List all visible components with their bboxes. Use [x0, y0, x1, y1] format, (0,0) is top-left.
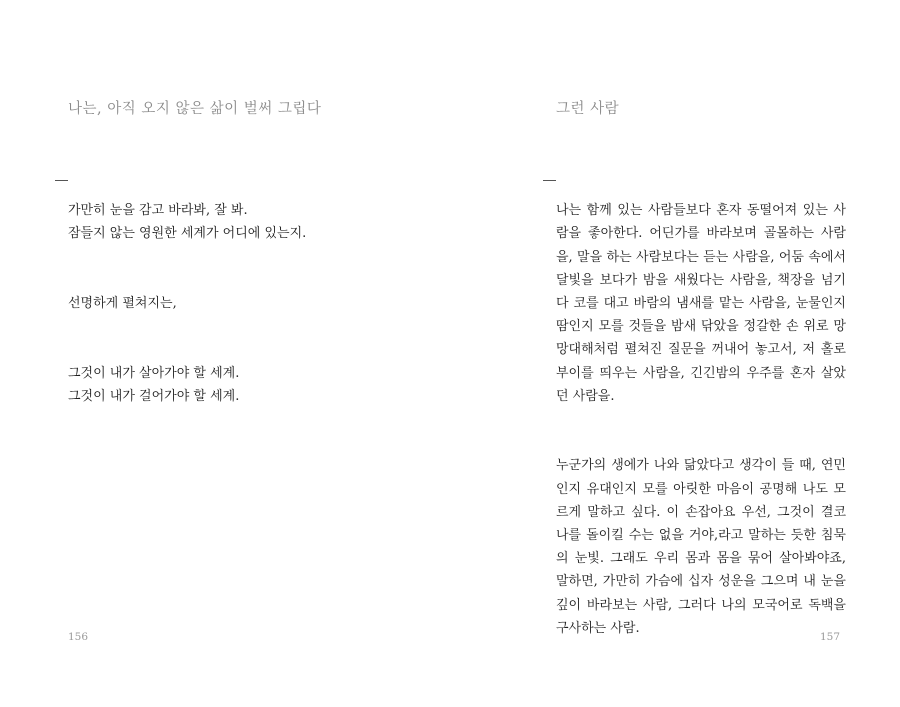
- right-page-number: 157: [819, 631, 840, 643]
- right-paragraph-mark: [543, 180, 556, 181]
- left-page-title: 나는, 아직 오지 않은 삶이 벌써 그립다: [68, 101, 322, 117]
- left-page-body: [68, 176, 398, 454]
- right-paragraph-1: 나는 함께 있는 사람들보다 혼자 동떨어져 있는 사람을 좋아한다. 어딘가를 바라보며 골몰하는 사람을, 말을 하는 사람보다는 듣는 사람을, 어둠 속에서 달빛을 보다가 밤을 새웠다는 사람을, 책장을 넘기다 코를 대고 바람의 냄새를 맡는 사람을, 눈물인지 땀인지 모를 것들을 밤새 닦았을 정갈한 손 위로 망망대해처럼 펼쳐진 질문을 꺼내어 놓고서, 저 홀로 부이를 띄우는 사람을, 긴긴밤의 우주를 혼자 살았던 사람을.: [556, 203, 846, 404]
- left-paragraph-1: 가만히 눈을 감고 바라봐, 잘 봐. 잠들지 않는 영원한 세계가 어디에 있는지.: [68, 203, 307, 242]
- right-page: [450, 0, 900, 707]
- right-page-body: [556, 176, 846, 686]
- right-paragraph-2: 누군가의 생에가 나와 닮았다고 생각이 들 때, 연민인지 유대인지 모를 아릿한 마음이 공명해 나도 모르게 말하고 싶다. 이 손잡아요 우선, 그것이 결코 나를 돌이킬 수는 없을 거야,라고 말하는 듯한 침묵의 눈빛. 그래도 우리 몸과 몸을 묶어 살아봐야죠, 말하면, 가만히 가슴에 십자 성운을 그으며 내 눈을 깊이 바라보는 사람, 그러다 나의 모국어로 독백을 구사하는 사람.: [556, 458, 846, 636]
- left-page-number: 156: [68, 631, 89, 643]
- left-paragraph-3: 그것이 내가 살아가야 할 세계. 그것이 내가 걸어가야 할 세계.: [68, 365, 240, 404]
- right-page-title: 그런 사람: [556, 101, 620, 117]
- left-paragraph-mark: [55, 180, 68, 181]
- left-paragraph-2: 선명하게 펼쳐지는,: [68, 296, 177, 311]
